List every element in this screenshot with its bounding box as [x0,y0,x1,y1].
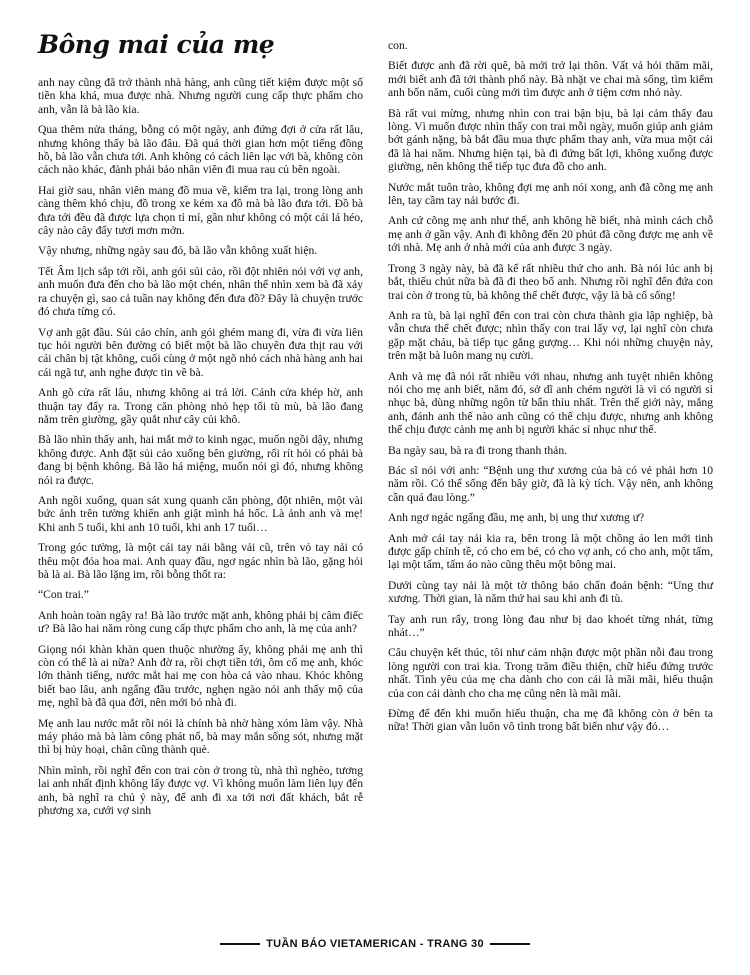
article-title: Bông mai của mẹ [38,30,275,59]
paragraph: Dưới cùng tay nải là một tờ thông báo chẩn đoán bệnh: “Ung thư xương. Thời gian, là năm thứ hai sau khi anh đi tù. [388,578,713,606]
paragraph: Đừng để đến khi muốn hiếu thuận, cha mẹ đã không còn ở bên ta nữa! Thời gian vẫn luôn vô tình trong bất biến như vậy đó… [388,707,713,734]
paragraph: Ba ngày sau, bà ra đi trong thanh thản. [388,443,568,457]
paragraph: Anh hoàn toàn ngây ra! Bà lão trước mặt anh, không phải bị câm điếc ư? Bà lão hai năm ròng cung cấp thực phẩm cho anh, là mẹ của anh? [38,608,363,636]
paragraph: Nước mắt tuôn trào, không đợi mẹ anh nói xong, anh đã cõng mẹ anh lên, tay cầm tay nải bước đi. [388,180,713,208]
left-column [38,76,363,825]
paragraph: Hai giờ sau, nhân viên mang đồ mua về, kiểm tra lại, trong lòng anh càng thêm khó chịu, đồ trong xe kém xa đồ mà bà lão đưa tới. Đồ bà đưa tới đều đã được lựa chọn tỉ mỉ, gần như không có một cái lá héo, cây nào cây đấy tươi mơn mởn. [38,183,363,238]
paragraph: Anh cứ cõng mẹ anh như thế, anh không hề biết, nhà mình cách chỗ mẹ anh ở gần vậy. Anh đi không đến 20 phút đã cõng được mẹ anh về tới nhà. Mẹ anh ở nhà mới của anh được 3 ngày. [388,214,713,255]
page-footer [0,938,750,950]
paragraph: “Con trai.” [38,588,89,602]
paragraph: Vợ anh gật đầu. Sủi cảo chín, anh gói ghém mang đi, vừa đi vừa liên tục hỏi người bên đường có biết một bà lão chuyên đưa thịt rau với cái chân bị tật không, cuối cùng ở một ngõ nhỏ cách nhà hàng anh hai cái ngã tư, anh nghe được tin về bà. [38,325,363,379]
paragraph: Mẹ anh lau nước mắt rồi nói là chính bà nhờ hàng xóm làm vậy. Nhà máy pháo mà bà làm công phát nổ, bà may mắn sống sót, nhưng mặt thì bị hủy hoại, chân cũng thành què. [38,716,363,757]
paragraph: Anh mở cái tay nải kia ra, bên trong là một chồng áo len mới tinh được gấp chỉnh tề, có cho em bé, có cho vợ anh, có cho anh, một tấm, lại một tấm, tấm áo nào cũng thêu một bông mai. [388,531,713,572]
paragraph: Giọng nói khàn khàn quen thuộc nhường ấy, không phải mẹ anh thì còn có thể là ai nữa? Anh đờ ra, rồi chợt tiền tới, ôm cổ mẹ anh, khóc lớn thành tiếng, nước mắt hai mẹ con hòa cả vào nhau. Khóc không biết bao lâu, anh ngẩng đầu trước, nghẹn ngào nói anh thấy mộ của mẹ, nghĩ bà đã qua đời, nên mới bỏ nhà đi. [38,642,363,710]
paragraph: Câu chuyện kết thúc, tôi như cảm nhận được một phần nỗi đau trong lòng người con trai kia. Trong trăm điều thiện, chữ hiếu đứng trước nhất. Tình yêu của mẹ cha dành cho con cái là mãi mãi, hiếu thuận của con cái dành cho cha mẹ cũng nên là mãi mãi. [388,646,713,700]
paragraph: Biết được anh đã rời quê, bà mới trở lại thôn. Vất vả hỏi thăm mãi, mới biết anh đã tới thành phố này. Bà nhặt ve chai mà sống, tìm kiếm anh bốn năm, cuối cùng mới tìm được anh ở tiệm cơm nhỏ này. [388,59,713,100]
paragraph: Anh gõ cửa rất lâu, nhưng không ai trả lời. Cánh cửa khép hờ, anh thuận tay đẩy ra. Trong căn phòng nhỏ hẹp tối tù mù, bà lão đang nằm trên giường, gầy quắt như cây củi khô. [38,386,363,426]
paragraph: Tết Âm lịch sắp tới rồi, anh gói sủi cảo, rồi đột nhiên nói với vợ anh, anh muốn đưa đến cho bà lão một chén, nhân thể nhìn xem bà đã xảy ra chuyện gì, sao cả tuần nay không đến đưa đồ? Đây là chuyện trước đó chưa từng có. [38,264,363,319]
footer-rule-left [220,943,260,945]
paragraph: Anh ra tù, bà lại nghĩ đến con trai còn chưa thành gia lập nghiệp, bà vẫn chưa thể chết được; nhìn thấy con trai lấy vợ, lại nghĩ còn chưa gặp mặt cháu, bà tiếp tục gắng gượng… Khi nói những chuyện này, trên mặt bà luôn mang nụ cười. [388,308,713,363]
paragraph: Bác sĩ nói với anh: “Bệnh ung thư xương của bà có vẻ phải hơn 10 năm rồi. Có thể sống đến bây giờ, đã là kỳ tích. Vậy nên, anh không cần quá đau lòng.” [388,463,713,504]
paragraph: Vậy nhưng, những ngày sau đó, bà lão vẫn không xuất hiện. [38,244,318,258]
paragraph: Anh ngồi xuống, quan sát xung quanh căn phòng, đột nhiên, một vài bức ảnh trên tường khiến anh giật mình hả hốc. Là ảnh anh và mẹ! Khi anh 5 tuổi, khi anh 10 tuổi, khi anh 17 tuổi… [38,493,363,534]
paragraph: Nhìn mình, rồi nghĩ đến con trai còn ở trong tù, nhà thì nghèo, tương lai anh nhất định không lấy được vợ. Vì không muốn làm liên lụy đến anh, bà nghĩ ra chủ ý này, để anh đi xa tới nơi đất khách, bắt rễ phương xa, cưới vợ sinh [38,763,363,818]
paragraph: Trong góc tường, là một cái tay nải bằng vải cũ, trên vỏ tay nải có thêu một đóa hoa mai. Anh quay đầu, ngơ ngác nhìn bà lão, gặng hỏi bà là ai. Bà lão lặng im, rồi bỗng thốt ra: [38,541,363,581]
paragraph: con. [388,39,408,52]
paragraph: Bà rất vui mừng, nhưng nhìn con trai bận bịu, bà lại cảm thấy đau lòng. Vì muốn được nhìn thấy con trai mỗi ngày, muốn giúp anh giảm bớt gánh nặng, bà bắt đầu mua thực phẩm thay anh, vừa mua một cái đã là hai năm. Nhưng hiện tại, bà đi đứng bất lợi, không xuống được giường, nên không thể tiếp tục đưa đồ cho anh. [388,106,713,174]
paragraph: Anh ngơ ngác ngẩng đầu, mẹ anh, bị ung thư xương ư? [388,511,645,525]
paragraph: Bà lão nhìn thấy anh, hai mắt mở to kinh ngạc, muốn ngồi dậy, nhưng không được. Anh đặt sủi cảo xuống bên giường, rối rít hỏi có phải bà đang bị bệnh không. Bà lão há miệng, muốn nói gì đó, nhưng không nói ra được. [38,433,363,487]
paragraph: Tay anh run rẩy, trong lòng đau như bị dao khoét từng nhát, từng nhát…” [388,612,713,640]
paragraph: Anh và mẹ đã nói rất nhiều với nhau, nhưng anh tuyệt nhiên không nói cho mẹ anh biết, năm đó, sở dĩ anh chém người là vì có người sỉ nhục bà, dùng những ngôn từ bẩn thỉu nhất. Trên thế giới này, mắng anh, đánh anh thế nào anh cũng có thể chịu được, nhưng anh không thể chịu được cảnh mẹ anh bị người khác sỉ nhục như thế. [388,369,713,437]
footer-rule-right [490,943,530,945]
paragraph: Trong 3 ngày này, bà đã kể rất nhiều thứ cho anh. Bà nói lúc anh bị bắt, thiếu chút nữa bà đã đi theo bố anh. Nhưng rồi nghĩ đến đứa con trai còn ở trong tù, bà không thể chết được, vậy là bà cố sống! [388,261,713,302]
paragraph: Qua thêm nửa tháng, bỗng có một ngày, anh đứng đợi ở cửa rất lâu, nhưng không thấy bà lão đâu. Đã quá thời gian hơn một tiếng đồng hồ, bà lão vẫn chưa tới. Anh không có cách liên lạc với bà, không còn cách nào khác, đành phải bảo nhân viên đi mua rau củ bên ngoài. [38,123,363,177]
right-column [388,39,713,741]
footer-text: TUẦN BÁO VIETAMERICAN - TRANG 30 [266,938,484,950]
paragraph: anh nay cũng đã trở thành nhà hàng, anh cũng tiết kiệm được một số tiền kha khá, mua được nhà. Nhưng người cung cấp thực phẩm cho anh, vẫn là bà lão kia. [38,76,363,116]
